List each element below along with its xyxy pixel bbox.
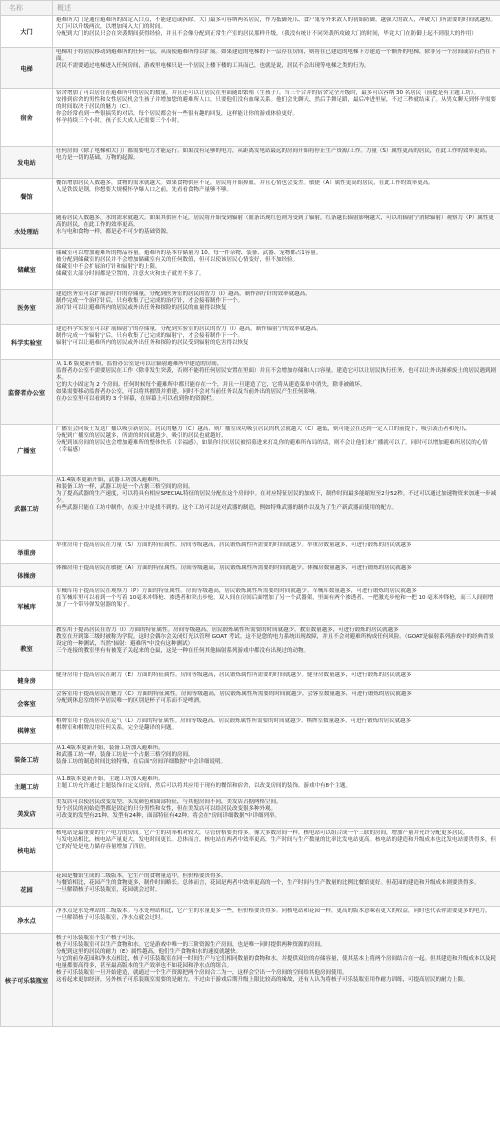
room-description: 餐馆增加居民人数越多，食物的需求就越大。如果食物供应不足，居民将开始掉血，并且心情也会变差。敏捷（A）属性更高的居民，在此工作的效率更高。 人是铁饭是钢，你想要大规模怀孕爆人口之前，先看看食物产量够不够。: [53, 179, 500, 214]
room-name: 核电站: [1, 829, 53, 872]
room-name: 花园: [1, 872, 53, 907]
room-description: 举重房用于提高居民在力量（S）方面的特征属性。房间等级越高，居民锻炼属性所需要的时间就越少。举重房数量越多，可进行锻炼的居民就越多: [53, 541, 500, 564]
table-row: [1, 564, 500, 587]
room-name: 发电站: [1, 147, 53, 179]
room-name: 会客室: [1, 690, 53, 717]
room-name: 宿舍: [1, 89, 53, 147]
room-name: 军械库: [1, 587, 53, 626]
table-row: [1, 798, 500, 829]
room-description: 储藏室可以增加避难所的物品容量。避难所的基本存储量为 10。每一件杂物、装备、武器、宠物都占1容量。 被分配到储藏室的居民并不会增加储藏室有关的任何数值，但可以使该居民心情变好，但不加经验。 储藏室中不会扩展治疗针和辐射宁的上限。 储藏室大部分时间都是空置的，注意火灾和虫子就差不多了。: [53, 249, 500, 290]
column-header-name: 名称: [1, 1, 53, 16]
room-name: 科学实验室: [1, 325, 53, 360]
room-name: 主题工坊: [1, 775, 53, 798]
room-name: 装备工坊: [1, 744, 53, 775]
room-name: 净水点: [1, 907, 53, 934]
room-description: 军械库用于提高居民在观察力（P）方面的特征属性。房间等级越高，居民锻炼属性所需要的时间就越少。军械库数量越多，可进行锻炼的居民就越多 在军械库里可以看到一个写着 10毫米冲锋枪、渗透者和突击步枪。双人间在房间后面增加了另一个武器架，里面有两个渗透者、一把激光步枪和一把 10 毫米冲锋枪，而三人间则增加了一个带导弹发射器的架子。: [53, 587, 500, 626]
table-row: [1, 16, 500, 48]
table-row: [1, 744, 500, 775]
room-description: 健身房用于提高居民在耐力（E）方面的特征属性。房间等级越高，居民锻炼属性所需要的时间就越少。健身房数量越多，可进行锻炼的居民就越多: [53, 671, 500, 690]
room-description: 核子可乐装瓶室不生产核子可乐。 核子可乐装瓶室可以生产食物和水。它是游戏中唯一的三阶资源生产房间，也是唯一同时提供两种资源的房间。 分配到这里的居民的耐力（E）属性越高，他们生产食物和水的速度就越快。 与它的前身花园和净水点相比，核子可乐装瓶室在同一时间生产与它们相同数量的食物和水，并提供双倍的存储容量，使其基本上将两个房间结合在一起。但其建造和升级成本以及耗电量都要高得多，甚至最高版本的生产效率也不如花园和净水点的组合。 核子可乐装瓶室一旦开始建造，就通过一个生产资源把两个房间合二为一，这样会空出一个房间的空间给其他房间使用。 这看起来更加经济，另外核子可乐装瓶室需要的是耐力，不过由于游戏后期升级上限比较高的缘故，还有人认为将核子可乐装瓶室用作耐力训练，可提高居民的耐力上限。: [53, 934, 500, 1027]
room-description: 美发店可以使居民改变发型、头发颜色和面部特征，与其他房间不同，美发店占据两格空间。 每个居民的初始造型都是固定的只分男性和女性，但在美发店可以给居民改变很多种外观。 可改变的发型有21种，发型有24种，面部特征有42种。将会在"房间详细数据"中详细列举。: [53, 798, 500, 829]
table-row: [1, 907, 500, 934]
room-description: 广播室会向废土发送广播以吸引新居民。居民的魅力（C）越高，则广播室成功吸引居民的机会就越大（C）越低，则可能会在达到一定人口的前提下，吸引袭击者和死爪。 分配到广播室的居民越多，所需的时间就越少，吸引的居民也就越好。 分配到该房间的居民也会增加避难所的整体快乐（幸福感），如果你讨厌居民被招募进来打乱你的避难所布局的话，则不会让他们来广播就可以了。同时可以增加避难所居民的心情（幸福感）: [53, 425, 500, 476]
table-row: [1, 214, 500, 249]
table-row: [1, 290, 500, 325]
room-description: 棋牌室用于提高居民在运气（L）方面的特征属性。房间等级越高，居民锻炼属性所需要的时间就越少。棋牌室数量越多，可进行锻炼的居民就越多 棋牌室和棋牌没用任何关系，完全是翻译的问题。: [53, 717, 500, 744]
room-name: 餐馆: [1, 179, 53, 214]
room-name: 教室: [1, 626, 53, 671]
table-row: [1, 829, 500, 872]
room-description: 花园是餐馆生成的二级版本，它生产的食物量适中，但价格要贵得多。 与餐馆相比，花园产生的食物更多，制作时间略长。总体而言，花园是两者中效率更高的一个，生产时间与生产数量的比例比餐馆更好。但花园的建造和升级成本则要贵得多。 一旦解锁核子可乐装瓶室，花园就会过时。: [53, 872, 500, 907]
room-description: 电梯用于将居民移动到避难所的任何一层，从而使避难所得以扩展。如果建造的电梯的下一层存在房间，则将在已建造的电梯下方建造一个额外的电梯，除非另一个房间或岩石挡在下面。 居民不需要通过电梯进入任何房间，游戏里电梯只是一个居民上楼下楼的工具而已，也就是说，居民不会出现等电梯之类的行为。: [53, 48, 500, 89]
table-row: [1, 717, 500, 744]
room-description: 从1.4版本更新开始，武器工坊加入避难所。 和装备工坊一样，武器工坊是一个占据三格空间的房间。 为了提高武器的生产速度，可以将具有相应SPECIAL特征的居民分配在这个房间中。在对应特征居民的加成下，制作时间最多能缩短至2分52秒。不过可以通过加速物资来加速一步减少。 有些武器只能在工坊中制作，在废土中是找不到的。这个工坊可以是对武器的制造，例如特殊武器的制作以及为了生产新武器而使用的配方。: [53, 476, 500, 541]
table-row: [1, 690, 500, 717]
room-description: 任何房间（除了电梯和大门）都需要电力才能运行。如果没有足够的电力，从距离发电站最远的房间开始将停止生产资源/工作。力量（S）属性更高的居民，在此工作的效率更高。 电力是一切的基础，万物的起源。: [53, 147, 500, 179]
room-name: 核子可乐装瓶室: [1, 934, 53, 1027]
table-row: [1, 48, 500, 89]
room-name: 体操房: [1, 564, 53, 587]
room-description: 从1.4版本更新开始，装备工坊加入避难所。 和武器工坊一样，装备工坊是一个占据三格空间的房间。 装备工坊的制造时间比较特殊，在后面"房间详细数据"中会详细说明。: [53, 744, 500, 775]
room-description: 建造科学实验室可以扩展辐射宁的存储量，分配到实验室的居民的智力（I）越高，制作辐射宁的效率就越高。 制作完成一个辐射宁后，只有收集了已完成的辐射宁，才会接着制作下一个。 辐射宁可以让避难所内的居民或外出任务和探险的居民受到辐射的危害得以恢复: [53, 325, 500, 360]
table-row: [1, 626, 500, 671]
room-description: 从 1.6 版更新开始，监督办公室是可以让辐射避难所中建造的房间。 监督者办公室不需要居民在工作（除非发生突袭，否则不能将任何居民安置在里面）并且不会增加存储和人口容量。建造它可以让居民执行任务，也可以让外出探索废土的居民遇到剧本。 它的大小固定为 2 个房间。任何时候每个避难所中都只能存在一个，并且一旦建造了它，它将从建造菜单中消失，除非被破坏。 如果需要移动监督者办公室，可以将其摧毁并重建，同时不会对当前任务以及当前外出的居民产生任何影响。 在办公室里可以看到的 3 个屏幕，在屏幕上可以看到你的资源栏。: [53, 360, 500, 425]
room-description: 会客室用于提高居民在魅力（C）方面的特征属性。房间等级越高，居民锻炼属性所需要的时间就越少。会客室数量越多，可进行锻炼的居民就越多 分配到休息室的怀孕居民唯一的区别是杯子可乐而不是啤酒。: [53, 690, 500, 717]
room-description: 建造医务室可以扩展治疗针的存储量，分配到医务室的居民的智力（I）越高，制作治疗针的效率就越高。 制作完成一个治疗针后，只有收集了已完成的治疗针，才会接着制作下一个。 治疗针可以让避难所内的居民或外出任务和探险的居民的血量得以恢复: [53, 290, 500, 325]
room-name: 水处理站: [1, 214, 53, 249]
room-name: 监督者办公室: [1, 360, 53, 425]
table-row: [1, 360, 500, 425]
room-description: 体操房用于提高居民在敏捷（A）方面的特征属性。房间等级越高，居民锻炼属性所需要的时间就越少。体操房数量越多，可进行锻炼的居民就越多: [53, 564, 500, 587]
room-name: 广播室: [1, 425, 53, 476]
room-description: 宿舍增加了可以居住在避难所中的居民的数量，并且还可以让居民在里面随即繁殖（生孩子）。当三个合并的宿舍完全升级时，最多可以容纳 30 名居民（前提是有主题工坊）。 安排到宿舍的男性和女性居民机会生孩子并增加您的避难所人口，只要他们没有血缘关系。他们会先聊天，然后手舞足蹈，最后冲进里屋，不过三秒就结束了。从男女聊天到怀孕需要的时间取决于居民的魅力（C）。 你会经常看到一些很搞笑的对话，每个居民都会有一些很有趣的回复，这样能让你的游戏体验更好。 怀孕持续三个小时，孩子长大成人还需要三个小时。: [53, 89, 500, 147]
room-description: 随着居民人数越多，水的需求就越大。如果其供应不足，居民将开始受到辐射（血条出现红色则为受到了辐射，红条越长辐射影响越大，可以用辐射宁消除辐射）观察力（P）属性更高的居民，在此工作的效率更高。 水与电和食物一样，都是必不可少的基础资源。: [53, 214, 500, 249]
table-row: [1, 179, 500, 214]
room-description: 净水点是水处理站的二级版本。与水处理站相比，它产生的水量更多一些，但价格要贵得多。同核电站和花园一样，更高的版本意味着更大的收益，同时也代表你需要更多的电力。 一旦解锁核子可乐装瓶室，净水点就会过时。: [53, 907, 500, 934]
table-row: [1, 775, 500, 798]
room-description: 核电站是最重要的生产电力的房间。它产生的功率相对较大，尽管价格要贵得多。像大多数房间一样，核电站可以组合成一个三联的房间，增加产量并允许分配更多居民。 与发电站相比，核电站产量更大，发电时间更长。总体而言，核电站在两者中效率更高，生产时间与生产数量的比率比发电站更高。核电站的建造和升级成本也比发电站要贵得多，但它的好处是电力储存容量增加了四倍。: [53, 829, 500, 872]
room-name: 健身房: [1, 671, 53, 690]
room-name: 大门: [1, 16, 53, 48]
table-body: [1, 16, 500, 1027]
table-row: [1, 249, 500, 290]
table-row: [1, 89, 500, 147]
table-row: [1, 587, 500, 626]
room-name: 美发店: [1, 798, 53, 829]
table-row: [1, 934, 500, 1027]
table-row: [1, 425, 500, 476]
column-header-description: 概述: [53, 1, 500, 16]
room-name: 棋牌室: [1, 717, 53, 744]
room-name: 武器工坊: [1, 476, 53, 541]
room-name: 储藏室: [1, 249, 53, 290]
table-row: [1, 476, 500, 541]
table-row: [1, 872, 500, 907]
table-row: [1, 671, 500, 690]
table-row: [1, 147, 500, 179]
room-name: 举重房: [1, 541, 53, 564]
room-name: 电梯: [1, 48, 53, 89]
room-description: 教室用于提高居民在智力（I）方面的特征属性。房间等级越高，居民锻炼属性所需要的时间就越少。教室数量越多，可进行锻炼的居民就越多 教室在开到第三级时被称为学院，这时会偶尔会关闭灯光以管理 GOAT 考试。这不是您的电力系统出现故障，并且不会对避难所构成任何风险。（GOAT是辐射系列游戏中的经典背景设定的一种测试，当然"辐射：避难所"中没有这种测试） 三个连接的教室里有有被笼子关起来的仓鼠，这是一种在任何其他辐射系列游戏中都没有出现过的动物。: [53, 626, 500, 671]
room-name: 医务室: [1, 290, 53, 325]
table-row: [1, 325, 500, 360]
room-description: 避难所大门是通往避难所的固定入口点，不能建造或拆除。大门最多可容纳两名居民，作为抵御死爪、食尸鬼等外来敌人的初始防御。越强大的敌人，冲破大门所需要的时间就越短。大门可以升级两次，以增加闯入大门的时间。 分配到大门的居民只会在突袭期间获得经验，并且不会像分配到正常生产室的居民那样升级。（我没有统计不同突袭所攻破大门的时间，毕竟大门在防御上起不到很大的作用）: [53, 16, 500, 48]
table-row: [1, 541, 500, 564]
room-description: 从1.8版本更新开始，主题工坊加入避难所。 主题工坊允许通过主题装饰自定义房间，然后可以将其应用于现有的餐馆和宿舍，以改变房间的装饰。游戏中有8个主题。: [53, 775, 500, 798]
table-header-row: [1, 1, 500, 16]
